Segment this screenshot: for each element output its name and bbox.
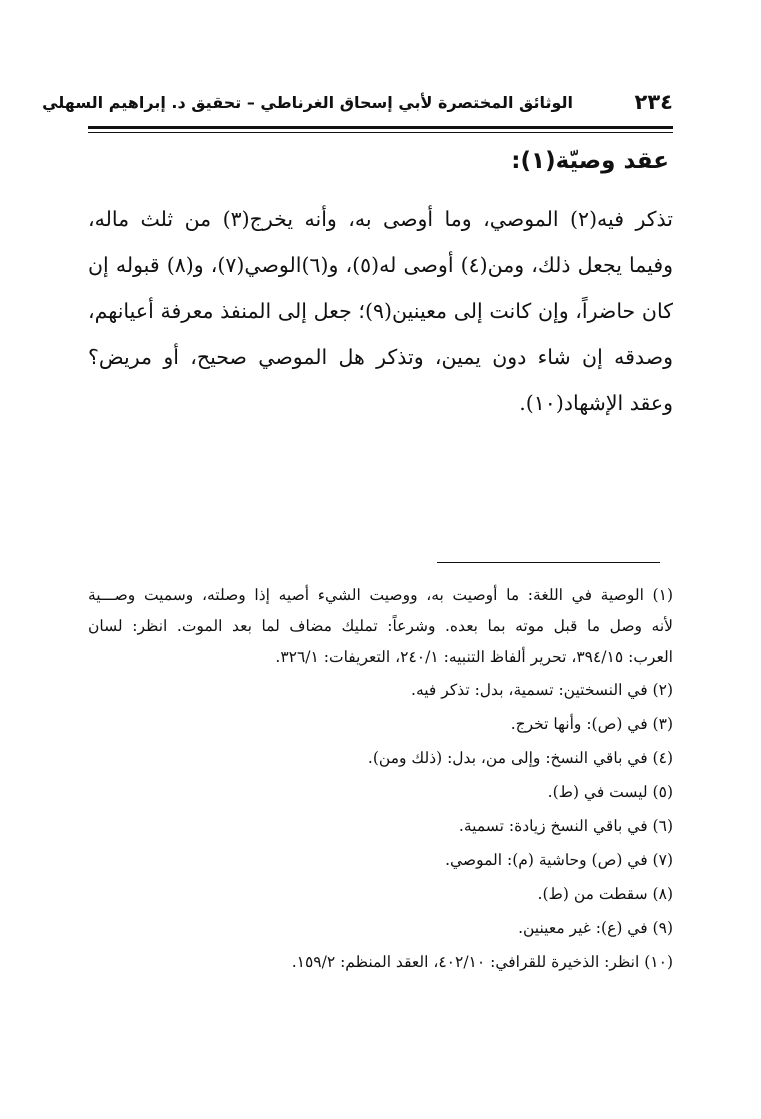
footnote-1-line: (١) الوصية في اللغة: ما أوصيت به، ووصيت الشيء أصيه إذا وصلته، وسميت وصـــية xyxy=(88,586,673,604)
footnote-item: (٦) في باقي النسخ زيادة: تسمية. xyxy=(458,817,673,835)
footnote-item: (٢) في النسختين: تسمية، بدل: تذكر فيه. xyxy=(411,681,673,699)
body-line: تذكر فيه(٢) الموصي، وما أوصى به، وأنه يخرج(٣) من ثلث ماله، xyxy=(88,207,674,231)
footnote-item: (٥) ليست في (ط). xyxy=(547,783,673,801)
body-paragraph xyxy=(88,196,673,426)
footnote-item: (٩) في (ع): غير معينين. xyxy=(518,919,673,937)
footnote-item: (٨) سقطت من (ط). xyxy=(537,885,673,903)
footnote-separator xyxy=(437,562,660,563)
footnote-item: (١٠) انظر: الذخيرة للقرافي: ٤٠٢/١٠، العقد المنظم: ١٥٩/٢. xyxy=(291,953,673,971)
section-heading: عقد وصيّة(١): xyxy=(511,148,669,174)
footnote-item: (٤) في باقي النسخ: وإلى من، بدل: (ذلك ومن). xyxy=(367,749,673,767)
header-rule-thick xyxy=(88,126,673,129)
running-title: الوثائق المختصرة لأبي إسحاق الغرناطي – تحقيق د. إبراهيم السهلي xyxy=(42,93,573,112)
footnote-item: (٣) في (ص): وأنها تخرج. xyxy=(510,715,673,733)
footnote-item: (٧) في (ص) وحاشية (م): الموصي. xyxy=(445,851,673,869)
header-rule-thin xyxy=(88,132,673,133)
body-line: وعقد الإشهاد(١٠). xyxy=(519,391,673,415)
running-header xyxy=(42,86,673,126)
footnotes xyxy=(88,580,673,979)
page-number: ٢٣٤ xyxy=(634,90,673,114)
footnote-1-line: لأنه وصل ما قبل موته بما بعده. وشرعاً: تمليك مضاف لما بعد الموت. انظر: لسان xyxy=(88,617,673,635)
body-line: وصدقه إن شاء دون يمين، وتذكر هل الموصي صحيح، أو مريض؟ xyxy=(88,345,673,369)
body-line: كان حاضراً، وإن كانت إلى معينين(٩)؛ جعل إلى المنفذ معرفة أعيانهم، xyxy=(88,299,673,323)
body-line: وفيما يجعل ذلك، ومن(٤) أوصى له(٥)، و(٦)الوصي(٧)، و(٨) قبوله إن xyxy=(88,253,674,277)
footnote-1-line: العرب: ٣٩٤/١٥، تحرير ألفاظ التنبيه: ٢٤٠/١، التعريفات: ٣٢٦/١. xyxy=(275,648,673,666)
